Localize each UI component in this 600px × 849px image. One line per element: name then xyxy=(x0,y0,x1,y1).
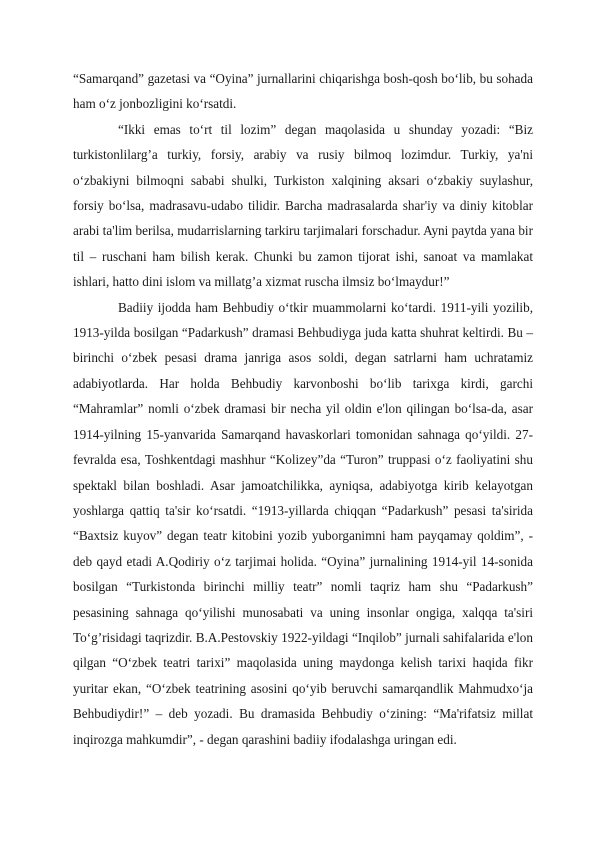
paragraph-padarkush: Badiiy ijodda ham Behbudiy o‘tkir muammolarni ko‘tardi. 1911-yili yozilib, 1913-yilda bosilgan “Padarkush” dramasi Behbudiyga juda katta shuhrat keltirdi. Bu – birinchi o‘zbek pesasi drama janriga asos soldi, degan satrlarni ham uchratamiz adabiyotlarda. Har holda Behbudiy karvonboshi bo‘lib tarixga kirdi, garchi “Mahramlar” nomli o‘zbek dramasi bir necha yil oldin e'lon qilingan bo‘lsa-da, asar 1914-yilning 15-yanvarida Samarqand havaskorlari tomonidan sahnaga qo‘yildi. 27-fevralda esa, Toshkentdagi mashhur “Kolizey”da “Turon” truppasi o‘z faoliyatini shu spektakl bilan boshladi. Asar jamoatchilikka, ayniqsa, adabiyotga kirib kelayotgan yoshlarga qattiq ta'sir ko‘rsatdi. “1913-yillarda chiqqan “Padarkush” pesasi ta'sirida “Baxtsiz kuyov” degan teatr kitobini yozib yuborganimni ham payqamay qoldim”, - deb qayd etadi A.Qodiriy o‘z tarjimai holida. “Oyina” jurnalining 1914-yil 14-sonida bosilgan “Turkistonda birinchi milliy teatr” nomli taqriz ham shu “Padarkush” pesasining sahnaga qo‘yilishi munosabati va uning insonlar ongiga, xalqqa ta'siri To‘g’risidagi taqrizdir. B.A.Pestovskiy 1922-yildagi “Inqilob” jurnali sahifalarida e'lon qilgan “O‘zbek teatri tarixi” maqolasida uning maydonga kelish tarixi haqida fikr yuritar ekan, “O‘zbek teatrining asosini qo‘yib beruvchi samarqandlik Mahmudxo‘ja Behbudiydir!” – deb yozadi. Bu dramasida Behbudiy o‘zining: “Ma'rifatsiz millat inqirozga mahkumdir”, - degan qarashini badiiy ifodalashga uringan edi. xyxy=(73,299,533,747)
paragraph-quote: “Ikki emas to‘rt til lozim” degan maqolasida u shunday yozadi: “Biz turkistonlilarg’a turkiy, forsiy, arabiy va rusiy bilmoq lozimdur. Turkiy, ya'ni o‘zbakiyni bilmoqni sababi shulki, Turkiston xalqining aksari o‘zbakiy suylashur, forsiy bo‘lsa, madrasavu-udabo tilidir. Barcha madrasalarda shar'iy va diniy kitoblar arabi ta'lim berilsa, mudarrislarning tarkiru tarjimalari forschadur. Ayni paytda yana bir til – ruschani ham bilish kerak. Chunki bu zamon tijorat ishi, sanoat va mamlakat ishlari, hatto dini islom va millatg’a xizmat ruscha ilmsiz bo‘lmaydur!” xyxy=(73,121,533,290)
paragraph-continuation: “Samarqand” gazetasi va “Oyina” jurnallarini chiqarishga bosh-qosh bo‘lib, bu sohada ham o‘z jonbozligini ko‘rsatdi. xyxy=(73,71,533,112)
document-page xyxy=(73,66,533,752)
